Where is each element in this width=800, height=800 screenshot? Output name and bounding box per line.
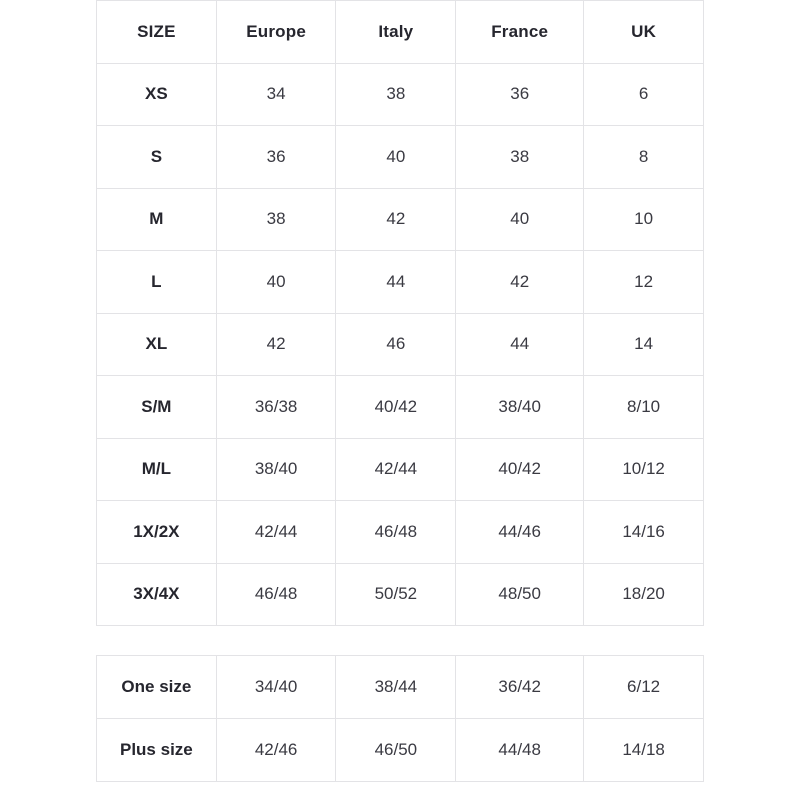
cell-europe: 42/46: [216, 719, 336, 782]
cell-italy: 46: [336, 313, 456, 376]
cell-europe: 40: [216, 251, 336, 314]
cell-france: 36/42: [456, 656, 584, 719]
cell-france: 38: [456, 126, 584, 189]
cell-italy: 40/42: [336, 376, 456, 439]
table-header-row: [97, 1, 704, 64]
row-label: Plus size: [97, 719, 217, 782]
cell-europe: 36/38: [216, 376, 336, 439]
table-row: [97, 188, 704, 251]
column-header-italy: Italy: [336, 1, 456, 64]
column-header-europe: Europe: [216, 1, 336, 64]
cell-europe: 34/40: [216, 656, 336, 719]
cell-italy: 42: [336, 188, 456, 251]
table-row: [97, 251, 704, 314]
size-conversion-table: [96, 0, 704, 626]
cell-europe: 36: [216, 126, 336, 189]
cell-france: 38/40: [456, 376, 584, 439]
cell-uk: 14/16: [584, 501, 704, 564]
cell-europe: 42: [216, 313, 336, 376]
table-gap: [96, 626, 704, 655]
cell-italy: 46/50: [336, 719, 456, 782]
cell-france: 44/48: [456, 719, 584, 782]
cell-europe: 34: [216, 63, 336, 126]
table-row: [97, 501, 704, 564]
cell-uk: 6/12: [584, 656, 704, 719]
column-header-size: SIZE: [97, 1, 217, 64]
row-label: S: [97, 126, 217, 189]
cell-europe: 42/44: [216, 501, 336, 564]
cell-italy: 38/44: [336, 656, 456, 719]
cell-france: 48/50: [456, 563, 584, 626]
cell-france: 44: [456, 313, 584, 376]
cell-uk: 8/10: [584, 376, 704, 439]
cell-italy: 42/44: [336, 438, 456, 501]
table-body: [97, 63, 704, 626]
table-row: [97, 63, 704, 126]
cell-uk: 10/12: [584, 438, 704, 501]
cell-uk: 14: [584, 313, 704, 376]
cell-france: 42: [456, 251, 584, 314]
row-label: M/L: [97, 438, 217, 501]
table-row: [97, 656, 704, 719]
cell-italy: 40: [336, 126, 456, 189]
row-label: S/M: [97, 376, 217, 439]
table-row: [97, 126, 704, 189]
table-row: [97, 438, 704, 501]
row-label: One size: [97, 656, 217, 719]
table-row: [97, 719, 704, 782]
table-row: [97, 313, 704, 376]
table-row: [97, 376, 704, 439]
cell-france: 40: [456, 188, 584, 251]
cell-italy: 38: [336, 63, 456, 126]
row-label: XL: [97, 313, 217, 376]
cell-italy: 46/48: [336, 501, 456, 564]
cell-france: 44/46: [456, 501, 584, 564]
row-label: 1X/2X: [97, 501, 217, 564]
column-header-france: France: [456, 1, 584, 64]
table-body: [97, 656, 704, 782]
cell-uk: 8: [584, 126, 704, 189]
column-header-uk: UK: [584, 1, 704, 64]
cell-italy: 44: [336, 251, 456, 314]
cell-uk: 10: [584, 188, 704, 251]
cell-uk: 12: [584, 251, 704, 314]
cell-uk: 18/20: [584, 563, 704, 626]
row-label: XS: [97, 63, 217, 126]
cell-europe: 38/40: [216, 438, 336, 501]
table-row: [97, 563, 704, 626]
cell-europe: 38: [216, 188, 336, 251]
row-label: M: [97, 188, 217, 251]
cell-france: 40/42: [456, 438, 584, 501]
cell-italy: 50/52: [336, 563, 456, 626]
cell-uk: 6: [584, 63, 704, 126]
cell-europe: 46/48: [216, 563, 336, 626]
row-label: 3X/4X: [97, 563, 217, 626]
cell-uk: 14/18: [584, 719, 704, 782]
row-label: L: [97, 251, 217, 314]
table-header: [97, 1, 704, 64]
cell-france: 36: [456, 63, 584, 126]
special-sizes-table: [96, 655, 704, 782]
